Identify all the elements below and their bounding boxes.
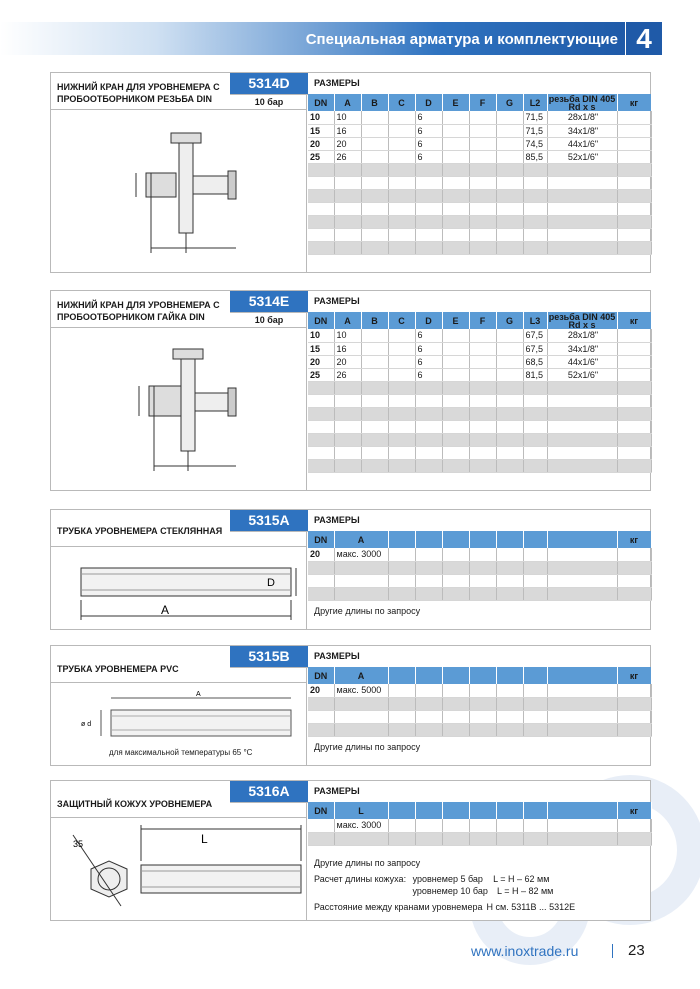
table-row (308, 832, 651, 845)
col-header: кг (617, 312, 651, 329)
table-row (308, 202, 651, 215)
section-right-panel (308, 510, 650, 616)
dimensions-label: РАЗМЕРЫ (314, 651, 360, 661)
col-header: DN (308, 802, 334, 819)
table-row (308, 697, 651, 710)
dimensions-table (308, 531, 652, 601)
cell: 10 (334, 329, 361, 342)
table-row (308, 548, 651, 561)
cell: 6 (415, 368, 442, 381)
cell: 20 (308, 684, 334, 697)
col-header: E (442, 94, 469, 111)
cell: 28x1/8" (547, 111, 617, 124)
table-row (308, 819, 651, 832)
table-row (308, 459, 651, 472)
col-header: A (334, 531, 388, 548)
valve-drawing (51, 331, 307, 491)
pressure-rating: 10 бар (230, 312, 308, 328)
col-header: L2 (523, 94, 547, 111)
table-row (308, 574, 651, 587)
table-row (308, 176, 651, 189)
table-header-row (308, 667, 651, 684)
col-header: DN (308, 531, 334, 548)
page-number: 23 (628, 942, 645, 959)
table-row (308, 394, 651, 407)
pressure-rating: 10 бар (230, 94, 308, 110)
dimensions-table (308, 94, 652, 255)
cell: 10 (334, 111, 361, 124)
dimensions-table (308, 312, 652, 473)
other-lengths-note: Другие длины по запросу (314, 605, 421, 616)
dimension-a: A (161, 603, 170, 617)
temperature-caption: для максимальной температуры 65 °C (109, 748, 253, 757)
chapter-number: 4 (626, 22, 662, 55)
divider (51, 682, 307, 683)
cell: 71,5 (523, 111, 547, 124)
cell: 20 (308, 548, 334, 561)
cell: 67,5 (523, 329, 547, 342)
page-title: Специальная арматура и комплектующие (305, 31, 618, 48)
col-header: A (334, 94, 361, 111)
table-row (308, 433, 651, 446)
col-header: резьба DIN 405 Rd x s (548, 311, 616, 330)
cell: 71,5 (523, 124, 547, 137)
cell: 68,5 (523, 355, 547, 368)
section-right-panel (308, 781, 650, 912)
dimensions-label: РАЗМЕРЫ (314, 515, 360, 525)
dimension-a: A (196, 691, 201, 698)
table-row (308, 215, 651, 228)
product-code: 5316A (230, 781, 308, 802)
col-header: G (496, 94, 523, 111)
table-row (308, 561, 651, 574)
table-row (308, 420, 651, 433)
table-row (308, 355, 651, 368)
table-row (308, 150, 651, 163)
cell: 25 (308, 368, 334, 381)
cell: 20 (308, 137, 334, 150)
col-header: кг (617, 94, 651, 111)
divider (51, 327, 307, 328)
cell: 28x1/8" (547, 329, 617, 342)
cell: 6 (415, 329, 442, 342)
protective-cover-drawing (51, 821, 307, 921)
table-row (308, 124, 651, 137)
section-left-panel (51, 510, 307, 629)
section-title: НИЖНИЙ КРАН ДЛЯ УРОВНЕМЕРА С ПРОБООТБОРНИКОМ ГАЙКА DIN (57, 300, 220, 322)
cell: 44x1/6" (547, 137, 617, 150)
footer-divider (612, 944, 613, 958)
dimension-d: ø d (81, 721, 92, 728)
col-header: E (442, 312, 469, 329)
section-left-panel (51, 646, 307, 765)
cell: 81,5 (523, 368, 547, 381)
cell: 15 (308, 124, 334, 137)
dimensions-label: РАЗМЕРЫ (314, 78, 360, 88)
cell: 6 (415, 355, 442, 368)
table-row (308, 342, 651, 355)
calc-2-name: уровнемер 10 бар (412, 885, 488, 896)
col-header: кг (617, 802, 651, 819)
cell: 6 (415, 150, 442, 163)
other-lengths-note: Другие длины по запросу (314, 857, 421, 868)
cell: макс. 3000 (334, 548, 388, 561)
glass-tube-drawing (51, 550, 307, 630)
col-header: D (415, 312, 442, 329)
col-header: кг (617, 667, 651, 684)
cell (308, 819, 334, 832)
cell: 6 (415, 111, 442, 124)
product-code: 5315A (230, 510, 308, 531)
col-header: кг (617, 531, 651, 548)
table-row (308, 163, 651, 176)
cell: 52x1/6" (547, 150, 617, 163)
cell: 6 (415, 137, 442, 150)
col-header: F (469, 94, 496, 111)
table-row (308, 241, 651, 254)
col-header: D (415, 94, 442, 111)
table-row (308, 189, 651, 202)
cell: 74,5 (523, 137, 547, 150)
cell: 44x1/6" (547, 355, 617, 368)
website-link[interactable]: www.inoxtrade.ru (471, 943, 579, 959)
calc-1-value: L = H – 62 мм (493, 873, 550, 884)
table-row (308, 137, 651, 150)
calc-label: Расчет длины кожуха: (314, 873, 407, 884)
section-title: ТРУБКА УРОВНЕМЕРА PVC (57, 664, 179, 674)
col-header: B (361, 312, 388, 329)
col-header: резьба DIN 405 Rd x s (548, 93, 616, 112)
section-left-panel (51, 291, 307, 490)
table-row (308, 111, 651, 124)
distance-note (308, 896, 650, 912)
cell: 6 (415, 342, 442, 355)
cell: 26 (334, 368, 361, 381)
cell: 6 (415, 124, 442, 137)
dimension-35: 35 (73, 839, 84, 849)
section-5315b (50, 645, 651, 766)
divider (51, 546, 307, 547)
table-row (308, 368, 651, 381)
section-5314d (50, 72, 651, 273)
divider (51, 817, 307, 818)
other-lengths-note: Другие длины по запросу (314, 741, 421, 752)
cell: 85,5 (523, 150, 547, 163)
cell: 67,5 (523, 342, 547, 355)
valve-drawing (51, 113, 307, 273)
pressure-rating-empty (230, 802, 308, 818)
pressure-rating-empty (230, 531, 308, 547)
table-row (308, 446, 651, 459)
table-header-row (308, 94, 651, 111)
distance-label: Расстояние между кранами уровнемера (314, 901, 483, 912)
table-row (308, 723, 651, 736)
pvc-tube-drawing (51, 686, 307, 748)
product-code: 5314E (230, 291, 308, 312)
cover-length-calc-1 (308, 868, 650, 884)
section-left-panel (51, 781, 307, 920)
table-header-row (308, 802, 651, 819)
col-header: DN (308, 94, 334, 111)
col-header: C (388, 94, 415, 111)
table-row (308, 710, 651, 723)
table-row (308, 407, 651, 420)
dimension-l: L (201, 832, 208, 846)
section-right-panel (308, 291, 650, 473)
calc-1-name: уровнемер 5 бар (412, 873, 483, 884)
col-header: A (334, 312, 361, 329)
cell: 25 (308, 150, 334, 163)
col-header: L3 (523, 312, 547, 329)
product-code: 5315B (230, 646, 308, 667)
col-header: G (496, 312, 523, 329)
cell: 10 (308, 111, 334, 124)
section-title: ТРУБКА УРОВНЕМЕРА СТЕКЛЯННАЯ (57, 526, 223, 536)
cell: 26 (334, 150, 361, 163)
dimensions-table (308, 667, 652, 737)
cell: макс. 3000 (334, 819, 388, 832)
table-row (308, 381, 651, 394)
section-5314e (50, 290, 651, 491)
table-row (308, 587, 651, 600)
dimensions-table (308, 802, 652, 846)
cell: 34x1/8" (547, 124, 617, 137)
cell: 15 (308, 342, 334, 355)
table-row (308, 329, 651, 342)
section-left-panel (51, 73, 307, 272)
cell: 10 (308, 329, 334, 342)
cell: 16 (334, 124, 361, 137)
col-header: B (361, 94, 388, 111)
cell: макс. 5000 (334, 684, 388, 697)
cell: 20 (334, 355, 361, 368)
cell: 20 (334, 137, 361, 150)
cell: 16 (334, 342, 361, 355)
section-right-panel (308, 646, 650, 752)
section-title: ЗАЩИТНЫЙ КОЖУХ УРОВНЕМЕРА (57, 799, 213, 809)
section-5316a (50, 780, 651, 921)
table-header-row (308, 531, 651, 548)
col-header: F (469, 312, 496, 329)
dimensions-label: РАЗМЕРЫ (314, 786, 360, 796)
col-header: L (334, 802, 388, 819)
distance-value: H см. 5311B ... 5312E (486, 901, 576, 912)
cell: 20 (308, 355, 334, 368)
cell: 52x1/6" (547, 368, 617, 381)
dimension-d: D (267, 577, 275, 589)
section-5315a (50, 509, 651, 630)
section-title: НИЖНИЙ КРАН ДЛЯ УРОВНЕМЕРА С ПРОБООТБОРНИКОМ РЕЗЬБА DIN (57, 82, 220, 104)
divider (51, 109, 307, 110)
pressure-rating-empty (230, 667, 308, 683)
cell: 34x1/8" (547, 342, 617, 355)
calc-2-value: L = H – 82 мм (497, 885, 554, 896)
cover-length-calc-2 (308, 884, 650, 896)
col-header: A (334, 667, 388, 684)
product-code: 5314D (230, 73, 308, 94)
section-right-panel (308, 73, 650, 255)
dimensions-label: РАЗМЕРЫ (314, 296, 360, 306)
col-header: C (388, 312, 415, 329)
table-header-row (308, 312, 651, 329)
col-header: DN (308, 312, 334, 329)
table-row (308, 684, 651, 697)
col-header: DN (308, 667, 334, 684)
table-row (308, 228, 651, 241)
